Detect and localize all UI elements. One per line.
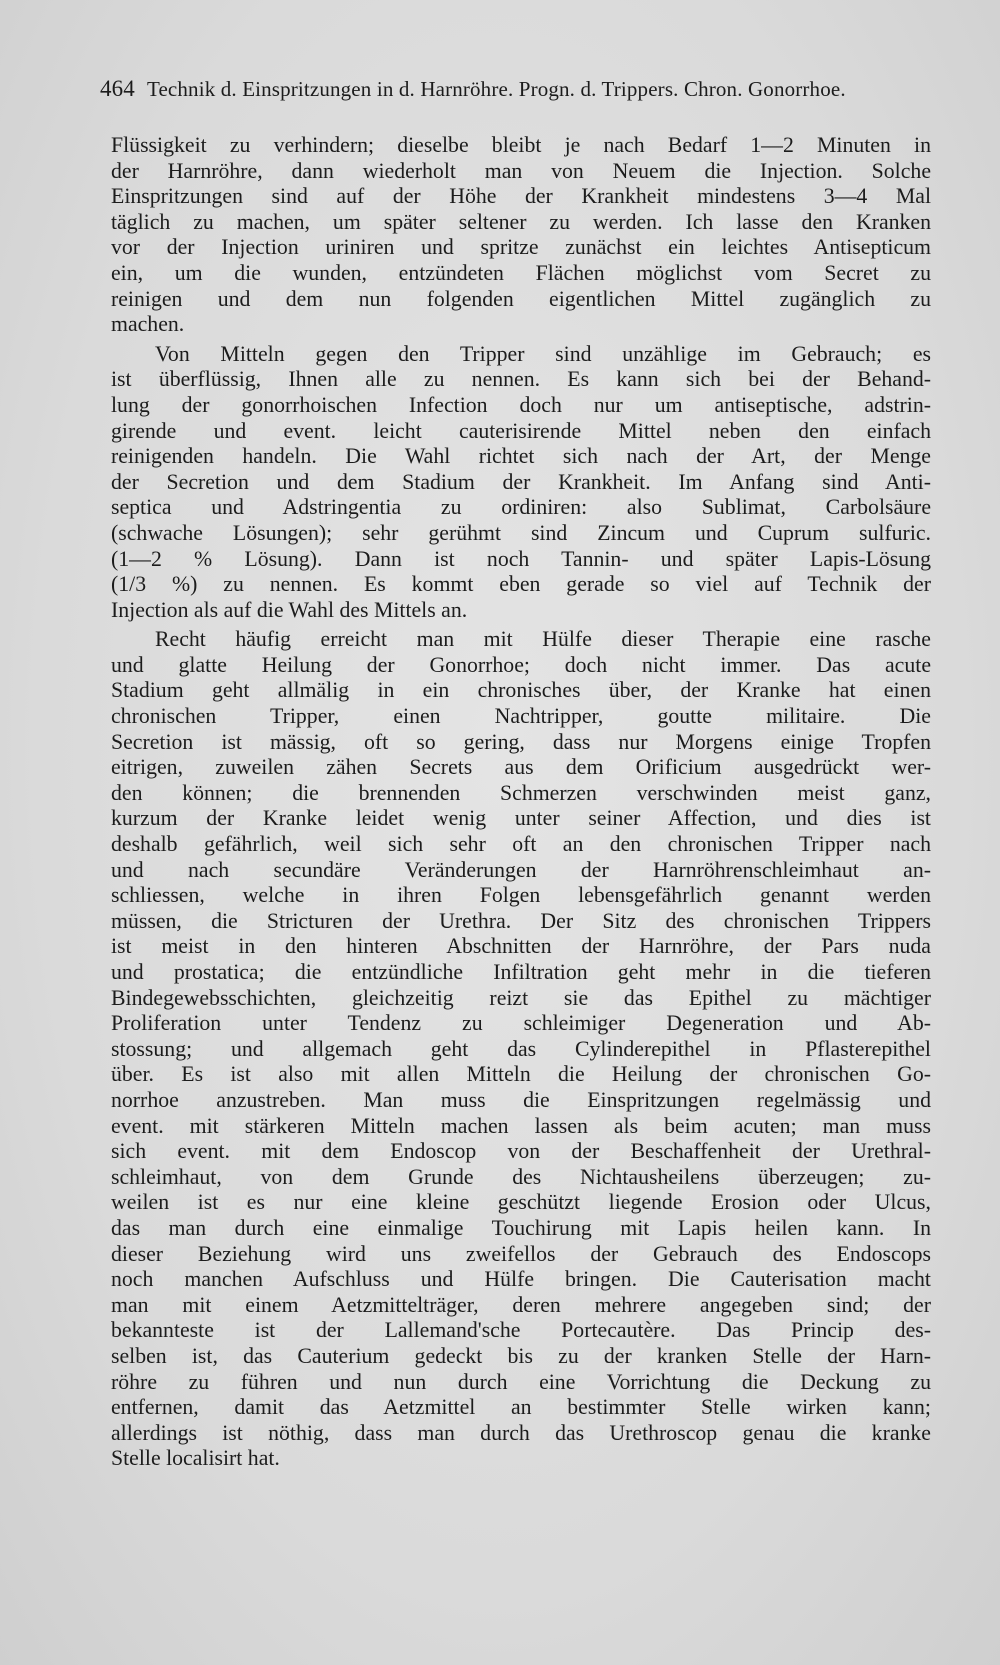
text-line: deshalb gefährlich, weil sich sehr oft an den chronischen Tripper nach	[111, 832, 931, 857]
page-number: 464	[100, 76, 135, 101]
text-line: Stadium geht allmälig in ein chronisches über, der Kranke hat einen	[111, 678, 931, 703]
text-line: Bindegewebsschichten, gleichzeitig reizt sie das Epithel zu mächtiger	[111, 985, 931, 1010]
text-line: der Harnröhre, dann wiederholt man von Neuem die Injection. Solche	[111, 158, 931, 183]
text-line: weilen ist es nur eine kleine geschützt liegende Erosion oder Ulcus,	[111, 1190, 931, 1215]
text-line: und glatte Heilung der Gonorrhoe; doch nicht immer. Das acute	[111, 652, 931, 677]
body-text	[111, 133, 931, 1472]
text-line: ein, um die wunden, entzündeten Flächen möglichst vom Secret zu	[111, 260, 931, 285]
text-line: man mit einem Aetzmittelträger, deren mehrere angegeben sind; der	[111, 1292, 931, 1317]
text-line: girende und event. leicht cauterisirende Mittel neben den einfach	[111, 418, 931, 443]
text-line: entfernen, damit das Aetzmittel an bestimmter Stelle wirken kann;	[111, 1395, 931, 1420]
text-line: Von Mitteln gegen den Tripper sind unzählige im Gebrauch; es	[155, 341, 931, 366]
text-line: der Secretion und dem Stadium der Krankheit. Im Anfang sind Anti-	[111, 469, 931, 494]
text-line: allerdings ist nöthig, dass man durch das Urethroscop genau die kranke	[111, 1420, 931, 1445]
text-line: den können; die brennenden Schmerzen verschwinden meist ganz,	[111, 780, 931, 805]
text-line: schliessen, welche in ihren Folgen lebensgefährlich genannt werden	[111, 883, 931, 908]
text-line: über. Es ist also mit allen Mitteln die Heilung der chronischen Go-	[111, 1062, 931, 1087]
text-line: Einspritzungen sind auf der Höhe der Krankheit mindestens 3—4 Mal	[111, 184, 931, 209]
text-line: Proliferation unter Tendenz zu schleimiger Degeneration und Ab-	[111, 1011, 931, 1036]
text-line: (1/3 %) zu nennen. Es kommt eben gerade so viel auf Technik der	[111, 572, 931, 597]
text-line: ist überflüssig, Ihnen alle zu nennen. Es kann sich bei der Behand-	[111, 367, 931, 392]
text-line: und nach secundäre Veränderungen der Harnröhrenschleimhaut an-	[111, 857, 931, 882]
text-line: sich event. mit dem Endoscop von der Beschaffenheit der Urethral-	[111, 1139, 931, 1164]
text-line: eitrigen, zuweilen zähen Secrets aus dem Orificium ausgedrückt wer-	[111, 755, 931, 780]
running-title: Technik d. Einspritzungen in d. Harnröhre. Progn. d. Trippers. Chron. Gonorrhoe.	[146, 77, 846, 101]
text-line: (1—2 % Lösung). Dann ist noch Tannin- und später Lapis-Lösung	[111, 546, 931, 571]
text-line: (schwache Lösungen); sehr gerühmt sind Zincum und Cuprum sulfuric.	[111, 520, 931, 545]
text-line: norrhoe anzustreben. Man muss die Einspritzungen regelmässig und	[111, 1087, 931, 1112]
text-line: Injection als auf die Wahl des Mittels an.	[111, 597, 468, 622]
text-line: noch manchen Aufschluss und Hülfe bringen. Die Cauterisation macht	[111, 1267, 931, 1292]
text-line: müssen, die Stricturen der Urethra. Der Sitz des chronischen Trippers	[111, 908, 931, 933]
text-line: das man durch eine einmalige Touchirung mit Lapis heilen kann. In	[111, 1215, 931, 1240]
text-line: chronischen Tripper, einen Nachtripper, goutte militaire. Die	[111, 704, 931, 729]
text-line: stossung; und allgemach geht das Cylinderepithel in Pflasterepithel	[111, 1036, 931, 1061]
running-head	[100, 76, 935, 102]
text-line: Flüssigkeit zu verhindern; dieselbe bleibt je nach Bedarf 1—2 Minuten in	[111, 133, 931, 157]
text-line: vor der Injection uriniren und spritze zunächst ein leichtes Antisepticum	[111, 235, 931, 260]
paragraph	[111, 342, 931, 624]
text-line: bekannteste ist der Lallemand'sche Portecautère. Das Princip des-	[111, 1318, 931, 1343]
text-line: reinigen und dem nun folgenden eigentlichen Mittel zugänglich zu	[111, 286, 931, 311]
text-line: schleimhaut, von dem Grunde des Nichtausheilens überzeugen; zu-	[111, 1164, 931, 1189]
text-line: und prostatica; die entzündliche Infiltration geht mehr in die tieferen	[111, 960, 931, 984]
text-line: lung der gonorrhoischen Infection doch nur um antiseptische, adstrin-	[111, 392, 931, 417]
text-line: event. mit stärkeren Mitteln machen lassen als beim acuten; man muss	[111, 1113, 931, 1138]
text-line: Recht häufig erreicht man mit Hülfe dieser Therapie eine rasche	[155, 627, 931, 652]
text-line: röhre zu führen und nun durch eine Vorrichtung die Deckung zu	[111, 1369, 931, 1394]
text-line: ist meist in den hinteren Abschnitten der Harnröhre, der Pars nuda	[111, 934, 931, 959]
text-line: dieser Beziehung wird uns zweifellos der Gebrauch des Endoscops	[111, 1241, 931, 1266]
text-line: täglich zu machen, um später seltener zu werden. Ich lasse den Kranken	[111, 209, 931, 234]
paragraph	[111, 133, 931, 338]
text-line: reinigenden handeln. Die Wahl richtet sich nach der Art, der Menge	[111, 444, 931, 469]
text-line: septica und Adstringentia zu ordiniren: also Sublimat, Carbolsäure	[111, 495, 931, 520]
text-line: Secretion ist mässig, oft so gering, dass nur Morgens einige Tropfen	[111, 729, 931, 754]
text-line: Stelle localisirt hat.	[111, 1446, 280, 1471]
text-line: machen.	[111, 312, 185, 337]
text-line: selben ist, das Cauterium gedeckt bis zu der kranken Stelle der Harn-	[111, 1343, 931, 1368]
text-line: kurzum der Kranke leidet wenig unter seiner Affection, und dies ist	[111, 806, 931, 831]
paragraph	[111, 627, 931, 1472]
